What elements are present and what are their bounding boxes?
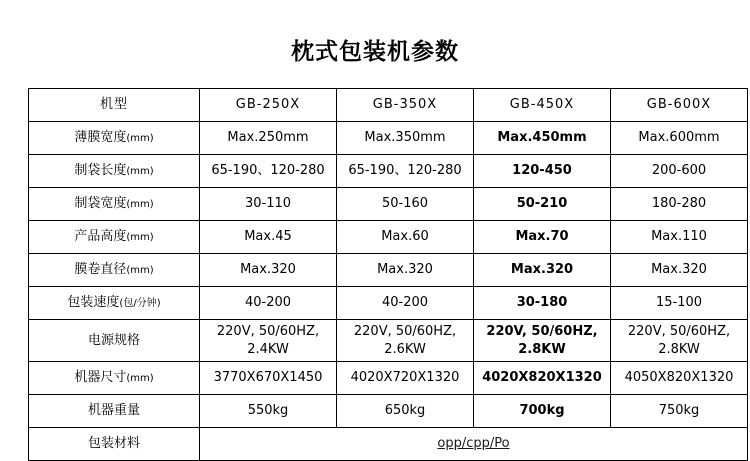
row-label (29, 320, 200, 362)
row-value: 550kg (200, 395, 337, 428)
row-value: 30-110 (200, 188, 337, 221)
row-label (29, 221, 200, 254)
row-value: 200-600 (611, 155, 748, 188)
row-label-text: 机器重量 (87, 403, 140, 419)
table-row (29, 122, 748, 155)
row-label-text: 机器尺寸 (74, 370, 127, 386)
row-value: 3770X670X1450 (200, 362, 337, 395)
row-label (29, 254, 200, 287)
page-title: 枕式包装机参数 (291, 39, 459, 65)
row-value: 220V, 50/60HZ, 2.8KW (474, 320, 611, 362)
header-cell-model-3: GB-450X (474, 89, 611, 122)
row-value: 4050X820X1320 (611, 362, 748, 395)
spec-table-container (28, 88, 734, 461)
row-value: 4020X720X1320 (337, 362, 474, 395)
header-cell-model: 机型 (29, 89, 200, 122)
row-value: 4020X820X1320 (474, 362, 611, 395)
row-value: 40-200 (337, 287, 474, 320)
row-label-unit: (mm) (126, 373, 154, 385)
row-value: 220V, 50/60HZ, 2.6KW (337, 320, 474, 362)
table-row (29, 287, 748, 320)
row-label (29, 155, 200, 188)
row-value: Max.350mm (337, 122, 474, 155)
row-value: 650kg (337, 395, 474, 428)
row-label-text: 制袋长度 (74, 163, 127, 179)
row-value: 220V, 50/60HZ, 2.4KW (200, 320, 337, 362)
row-value: 700kg (474, 395, 611, 428)
row-value: Max.110 (611, 221, 748, 254)
table-body (29, 122, 748, 428)
row-value: 65-190、120-280 (337, 155, 474, 188)
header-cell-model-4: GB-600X (611, 89, 748, 122)
row-value: Max.70 (474, 221, 611, 254)
row-value: 120-450 (474, 155, 611, 188)
table-row (29, 428, 748, 461)
header-cell-model-1: GB-250X (200, 89, 337, 122)
row-value: 750kg (611, 395, 748, 428)
table-row (29, 221, 748, 254)
row-value: Max.320 (474, 254, 611, 287)
row-label-unit: (mm) (126, 166, 154, 178)
row-value: 65-190、120-280 (200, 155, 337, 188)
row-label-unit: (包/分钟) (119, 298, 161, 310)
row-label-text: 制袋宽度 (74, 196, 127, 212)
table-header-row (29, 89, 748, 122)
row-value: Max.320 (611, 254, 748, 287)
row-label-unit: (mm) (126, 133, 154, 145)
table-row (29, 395, 748, 428)
row-label-material: 包装材料 (29, 428, 200, 461)
row-value-material: opp/cpp/Po (200, 428, 748, 461)
row-value: Max.320 (200, 254, 337, 287)
row-value: Max.600mm (611, 122, 748, 155)
row-label-text: 电源规格 (87, 332, 140, 348)
table-row (29, 254, 748, 287)
row-label (29, 287, 200, 320)
row-label-text: 膜卷直径 (74, 262, 127, 278)
row-value: 40-200 (200, 287, 337, 320)
table-header (29, 89, 748, 122)
row-value: 220V, 50/60HZ, 2.8KW (611, 320, 748, 362)
table-row (29, 155, 748, 188)
specification-table (28, 88, 748, 461)
row-label-unit: (mm) (126, 232, 154, 244)
row-label (29, 395, 200, 428)
table-row (29, 320, 748, 362)
table-row (29, 188, 748, 221)
row-label (29, 188, 200, 221)
row-value: Max.45 (200, 221, 337, 254)
row-label (29, 362, 200, 395)
table-row (29, 362, 748, 395)
row-label-text: 产品高度 (74, 229, 127, 245)
row-label-text: 包装速度 (67, 295, 120, 311)
row-value: 15-100 (611, 287, 748, 320)
row-value: Max.450mm (474, 122, 611, 155)
table-footer (29, 428, 748, 461)
row-value: 30-180 (474, 287, 611, 320)
row-value: Max.250mm (200, 122, 337, 155)
row-value: 180-280 (611, 188, 748, 221)
header-cell-model-2: GB-350X (337, 89, 474, 122)
row-value: 50-160 (337, 188, 474, 221)
row-label-unit: (mm) (126, 265, 154, 277)
row-label-text: 薄膜宽度 (74, 130, 127, 146)
row-value: Max.320 (337, 254, 474, 287)
row-label-unit: (mm) (126, 199, 154, 211)
row-value: 50-210 (474, 188, 611, 221)
row-label (29, 122, 200, 155)
row-value: Max.60 (337, 221, 474, 254)
